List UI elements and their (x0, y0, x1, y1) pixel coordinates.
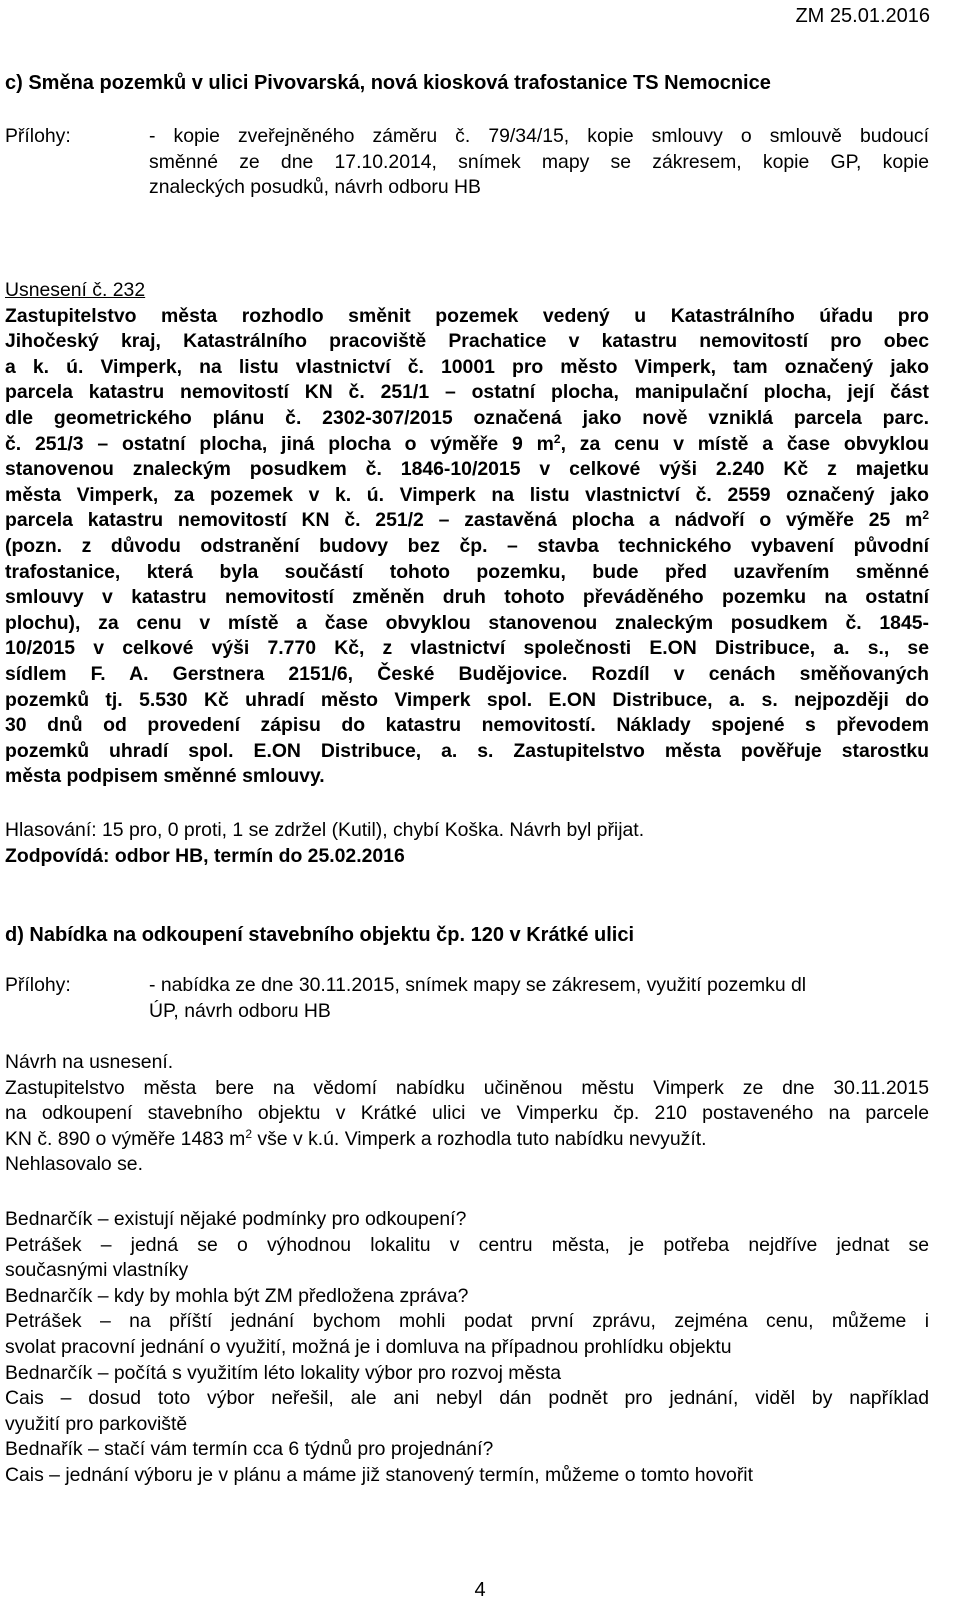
superscript: 2 (922, 508, 929, 523)
resolution-line: 30 dnů od provedení zápisu do katastru nemovitostí. Náklady spojené s převodem (5, 714, 929, 737)
resolution-line: Zastupitelstvo města rozhodlo směnit pozemek vedený u Katastrálního úřadu pro (5, 304, 929, 327)
resolution-line: a k. ú. Vimperk, na listu vlastnictví č. 10001 pro město Vimperk, tam označený jako (5, 355, 929, 378)
resolution-line-part: č. 251/3 – ostatní plocha, jiná plocha o výměře 9 m (5, 432, 554, 455)
section-c-attachments (5, 124, 929, 201)
resolution-text (5, 304, 929, 790)
discussion-block (5, 1207, 929, 1489)
discussion-line: Cais – jednání výboru je v plánu a máme již stanovený termín, můžeme o tomto hovořit (5, 1463, 753, 1486)
resolution-line: města Vimperk, za pozemek v k. ú. Vimperk na listu vlastnictví č. 2559 označený jako (5, 483, 929, 506)
discussion-line: Petrášek – na příští jednání bychom mohli podat první zprávu, zejména cenu, můžeme i (5, 1310, 929, 1333)
proposal-line-part: vše v k.ú. Vimperk a rozhodla tuto nabídku nevyužít. (252, 1127, 707, 1150)
resolution-line: plochu), za cenu v místě a čase obvyklou stanovenou znaleckým posudkem č. 1845- (5, 611, 929, 634)
discussion-line: Bednařík – stačí vám termín cca 6 týdnů pro projednání? (5, 1438, 494, 1461)
resolution-line: trafostanice, která byla součástí tohoto pozemku, bude před uzavřením směnné (5, 560, 929, 583)
discussion-line: Cais – dosud toto výbor neřešil, ale ani nebyl dán podnět pro jednání, viděl by například (5, 1387, 929, 1410)
attachments-line: směnné ze dne 17.10.2014, snímek mapy se zákresem, kopie GP, kopie (149, 150, 929, 173)
discussion-line: Petrášek – jedná se o výhodnou lokalitu v centru města, je potřeba nejdříve jednat se (5, 1233, 929, 1256)
discussion-line: současnými vlastníky (5, 1259, 189, 1282)
section-d-attachments (5, 973, 929, 1024)
resolution-line: 10/2015 v celkové výši 7.770 Kč, z vlastnictví společnosti E.ON Distribuce, a. s., se (5, 637, 929, 660)
resolution-line: parcela katastru nemovitostí KN č. 251/1 – ostatní plocha, manipulační plocha, její část (5, 381, 929, 404)
attachments-text (149, 973, 929, 1024)
attachments-text (149, 124, 929, 201)
resolution-line: (pozn. z důvodu odstranění budovy bez čp. – stavba technického vybavení původní (5, 534, 929, 557)
resolution-block (5, 278, 929, 790)
proposal-block (5, 1050, 929, 1178)
header-date: ZM 25.01.2016 (795, 5, 930, 27)
superscript: 2 (553, 431, 561, 446)
discussion-line: Bednarčík – existují nějaké podmínky pro odkoupení? (5, 1208, 467, 1230)
resolution-heading: Usnesení č. 232 (5, 279, 146, 301)
discussion-line: Bednarčík – počítá s využitím léto lokality výbor pro rozvoj města (5, 1361, 562, 1384)
superscript: 2 (245, 1126, 253, 1141)
discussion-line: svolat pracovní jednání o využití, možná je i domluva na případnou prohlídku objektu (5, 1335, 732, 1358)
attachments-line: - nabídka ze dne 30.11.2015, snímek mapy se zákresem, využití pozemku dl (149, 974, 807, 996)
section-d-title: d) Nabídka na odkoupení stavebního objektu čp. 120 v Krátké ulici (5, 924, 635, 946)
discussion-line: Bednarčík – kdy by mohla být ZM předložena zpráva? (5, 1284, 469, 1307)
attachments-line: - kopie zveřejněného záměru č. 79/34/15, kopie smlouvy o smlouvě budoucí (149, 125, 929, 147)
resolution-line-part: , za cenu v místě a čase obvyklou (560, 432, 929, 455)
attachments-label: Přílohy: (5, 974, 71, 996)
resolution-line: pozemků tj. 5.530 Kč uhradí město Vimperk spol. E.ON Distribuce, a. s. nejpozději do (5, 688, 929, 711)
vote-result: Hlasování: 15 pro, 0 proti, 1 se zdržel (Kutil), chybí Koška. Návrh byl přijat. (5, 819, 645, 841)
no-vote: Nehlasovalo se. (5, 1153, 143, 1176)
resolution-line: sídlem F. A. Gerstnera 2151/6, České Budějovice. Rozdíl v cenách směňovaných (5, 662, 929, 685)
discussion-line: využití pro parkoviště (5, 1412, 188, 1435)
responsible: Zodpovídá: odbor HB, termín do 25.02.2016 (5, 845, 405, 867)
resolution-line: stanovenou znaleckým posudkem č. 1846-10/2015 v celkové výši 2.240 Kč z majetku (5, 458, 929, 481)
resolution-line: pozemků uhradí spol. E.ON Distribuce, a. s. Zastupitelstvo města pověřuje starostku (5, 739, 929, 762)
proposal-line-with-area (5, 1127, 929, 1153)
attachments-line: ÚP, návrh odboru HB (149, 999, 331, 1022)
proposal-line: na odkoupení stavebního objektu v Krátké ulici ve Vimperku čp. 210 postaveného na parcele (5, 1102, 929, 1125)
resolution-line-with-area (5, 508, 929, 534)
resolution-line: smlouvy v katastru nemovitostí změněn druh tohoto převáděného pozemku na ostatní (5, 586, 929, 609)
proposal-line-part: KN č. 890 o výměře 1483 m (5, 1127, 246, 1150)
proposal-heading: Návrh na usnesení. (5, 1051, 174, 1073)
proposal-line: Zastupitelstvo města bere na vědomí nabídku učiněnou městu Vimperk ze dne 30.11.2015 (5, 1076, 929, 1099)
resolution-line-part: parcela katastru nemovitostí KN č. 251/2 – zastavěná plocha a nádvoří o výměře 25 m (5, 509, 923, 532)
page-number: 4 (474, 1579, 486, 1601)
attachments-label: Přílohy: (5, 125, 71, 147)
section-c-title: c) Směna pozemků v ulici Pivovarská, nová kiosková trafostanice TS Nemocnice (5, 72, 771, 94)
resolution-line: města podpisem směnné smlouvy. (5, 765, 325, 788)
resolution-line: dle geometrického plánu č. 2302-307/2015 označená jako nově vzniklá parcela parc. (5, 406, 929, 429)
attachments-line: znaleckých posudků, návrh odboru HB (149, 176, 481, 199)
resolution-line-with-area (5, 432, 929, 458)
resolution-line: Jihočeský kraj, Katastrálního pracoviště Prachatice v katastru nemovitostí pro obec (5, 330, 929, 353)
